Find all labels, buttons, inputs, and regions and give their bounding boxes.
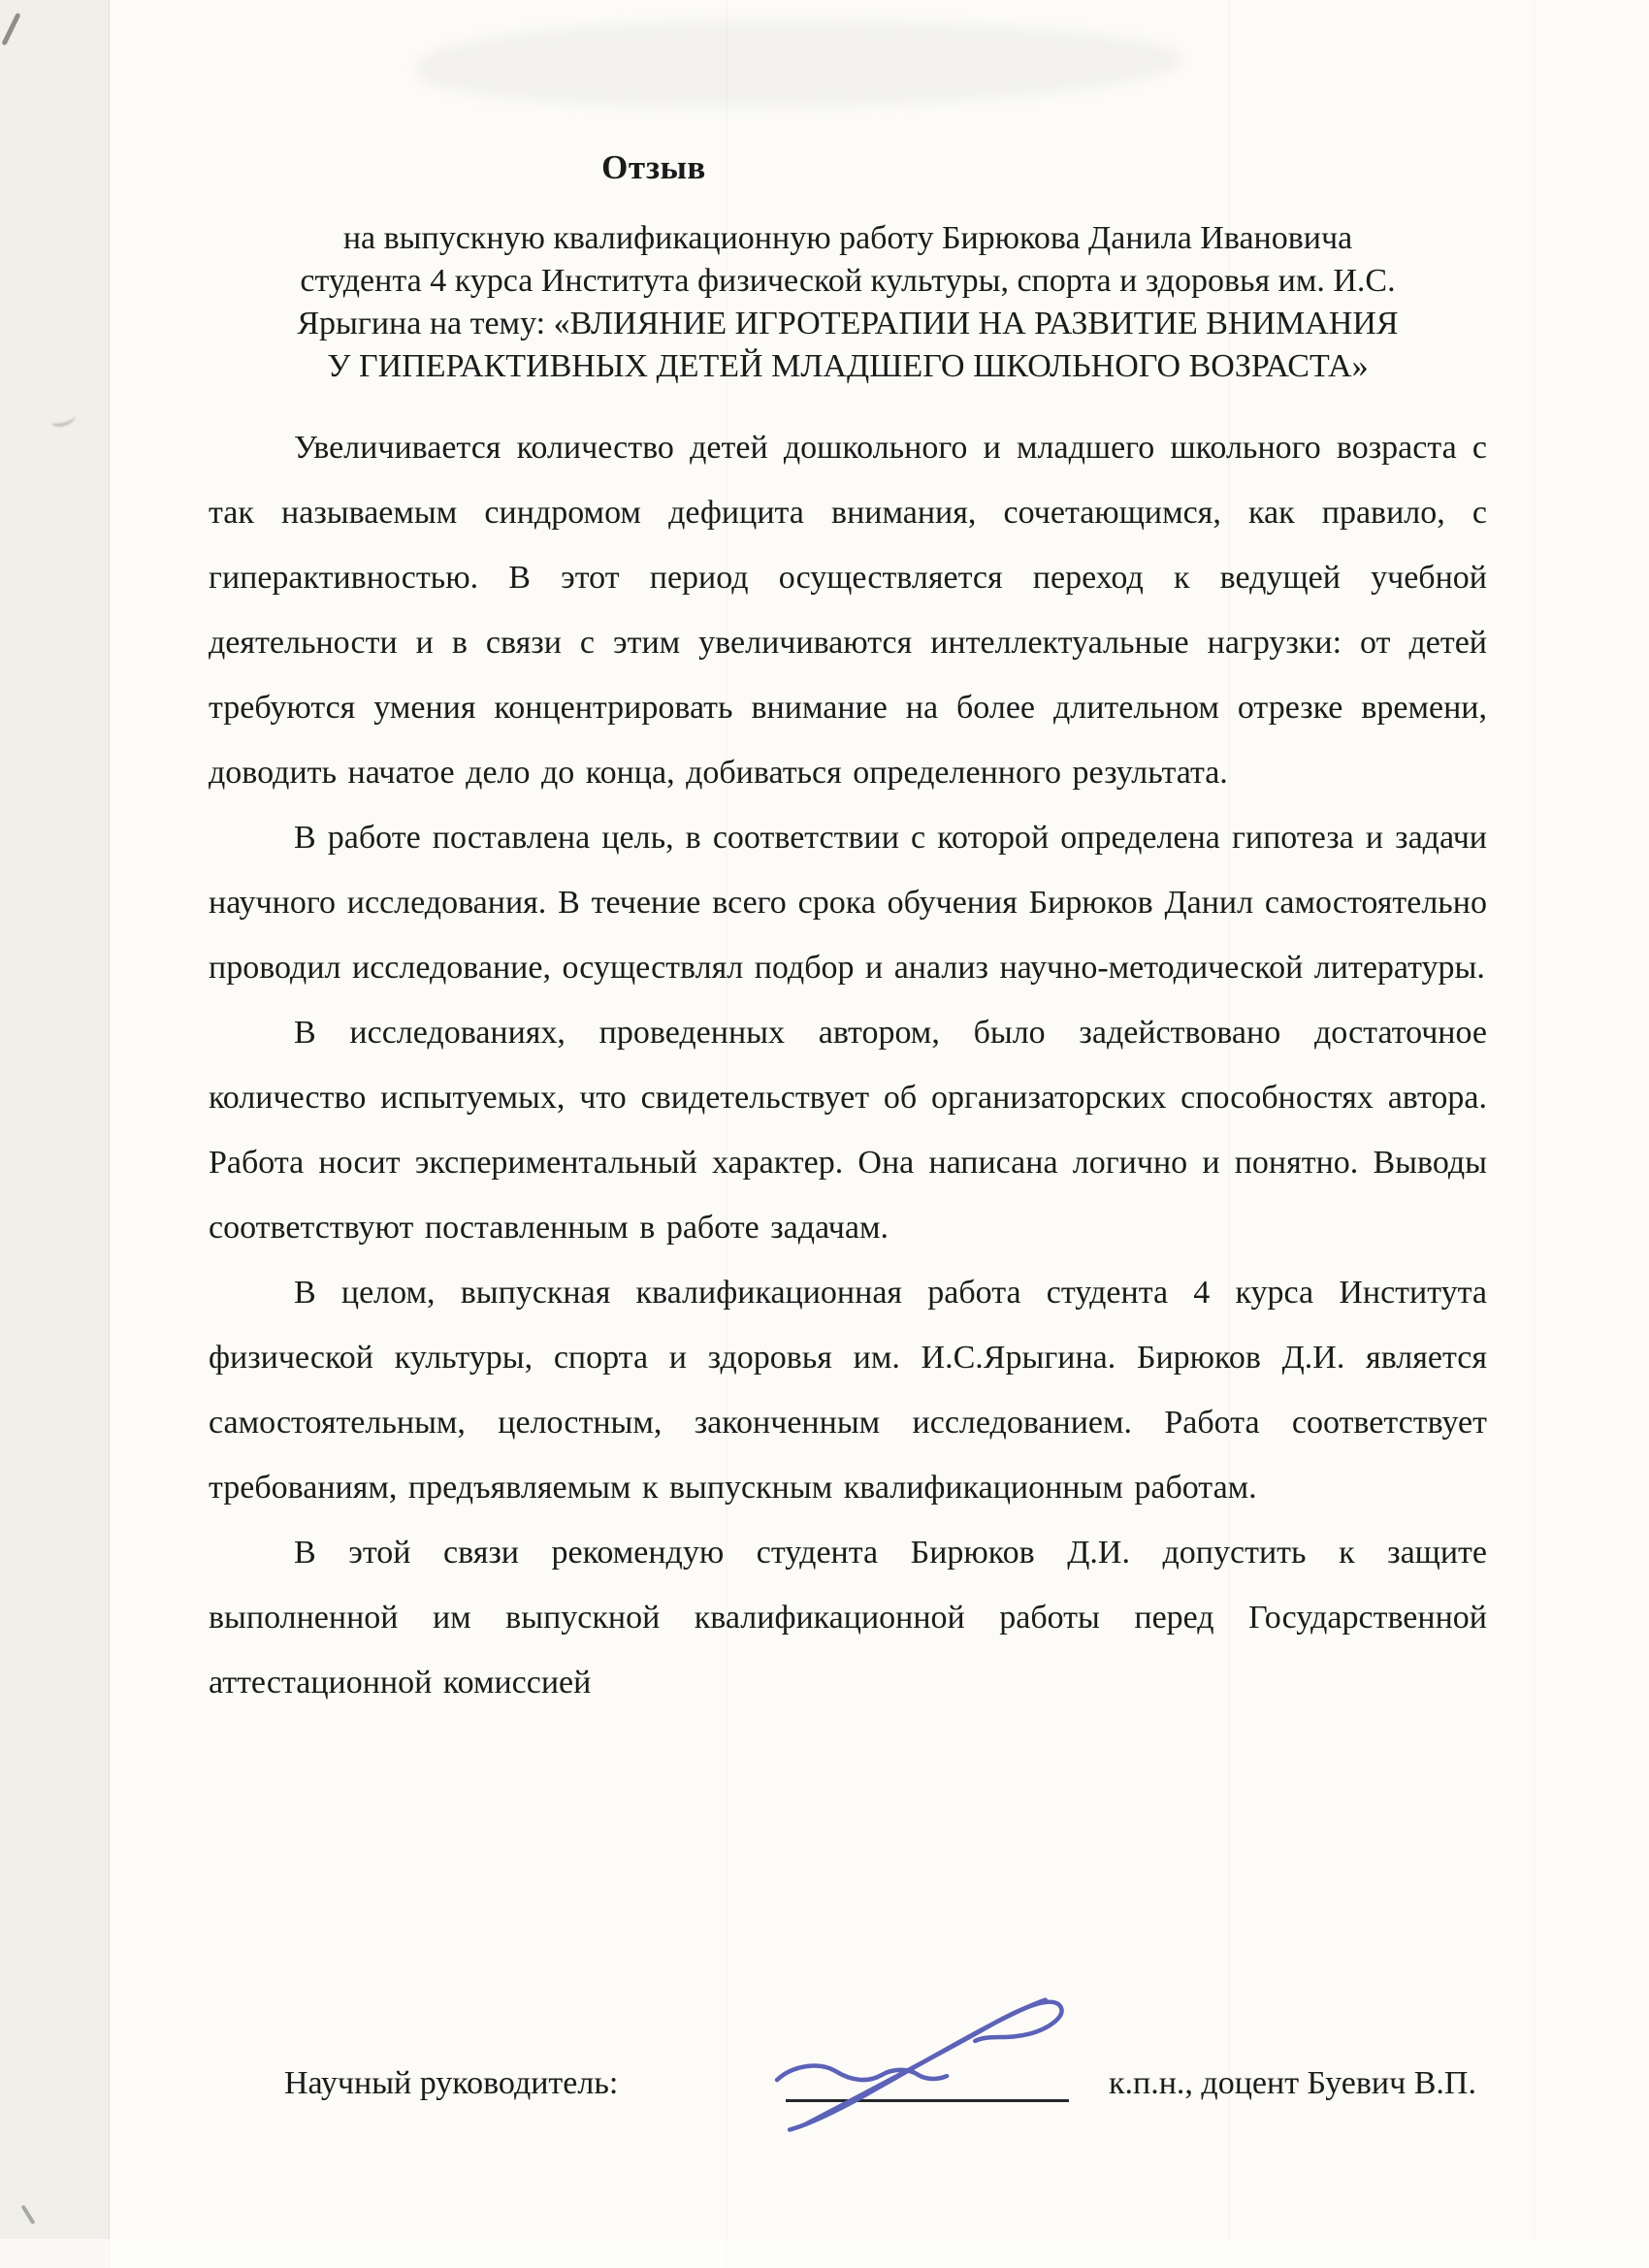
paragraph-2: В работе поставлена цель, в соответствии с которой определена гипотеза и задачи научного исследования. В течение всего срока обучения Бирюков Данил самостоятельно проводил исследование, осуществлял подбор и анализ научно-методической литературы.	[209, 820, 1487, 986]
subtitle-line-1: на выпускную квалификационную работу Бирюкова Данила Ивановича	[342, 220, 1353, 256]
document-subtitle	[209, 217, 1487, 388]
paragraph-1: Увеличивается количество детей дошкольного и младшего школьного возраста с так называемым синдромом дефицита внимания, сочетающимся, как правило, с гиперактивностью. В этот период осуществляется переход к ведущей учебной деятельности и в связи с этим увеличиваются интеллектуальные нагрузки: от детей требуются умения концентрировать внимание на более длительном отрезке времени, доводить начатое дело до конца, добиваться определенного результата.	[209, 430, 1487, 791]
signature-label: Научный руководитель:	[284, 2065, 619, 2101]
scan-noise-smudge	[417, 21, 1183, 107]
paragraph-5: В этой связи рекомендую студента Бирюков Д.И. допустить к защите выполненной им выпускной квалификационной работы перед Государственной аттестационной комиссией	[209, 1535, 1487, 1701]
document-content	[209, 147, 1487, 1715]
scan-streak	[1533, 0, 1536, 2268]
subtitle-line-3: Ярыгина на тему: «ВЛИЯНИЕ ИГРОТЕРАПИИ НА РАЗВИТИЕ ВНИМАНИЯ	[297, 306, 1399, 341]
scan-bottom-edge	[0, 2239, 1649, 2268]
scan-edge-shadow	[0, 0, 110, 2268]
subtitle-line-2: студента 4 курса Института физической культуры, спорта и здоровья им. И.С.	[300, 263, 1396, 299]
paragraph-3: В исследованиях, проведенных автором, было задействовано достаточное количество испытуемых, что свидетельствует об организаторских способностях автора. Работа носит экспериментальный характер. Она написана логично и понятно. Выводы соответствуют поставленным в работе задачам.	[209, 1015, 1487, 1246]
signature-credentials: к.п.н., доцент Буевич В.П.	[1109, 2065, 1476, 2101]
subtitle-line-4: У ГИПЕРАКТИВНЫХ ДЕТЕЙ МЛАДШЕГО ШКОЛЬНОГО ВОЗРАСТА»	[327, 348, 1369, 384]
document-title: Отзыв	[601, 148, 706, 186]
paragraph-4: В целом, выпускная квалификационная работа студента 4 курса Института физической культуры, спорта и здоровья им. И.С.Ярыгина. Бирюков Д.И. является самостоятельным, целостным, законченным исследованием. Работа соответствует требованиям, предъявляемым к выпускным квалификационным работам.	[209, 1275, 1487, 1506]
document-body	[209, 415, 1487, 1715]
handwritten-signature	[769, 1985, 1091, 2132]
